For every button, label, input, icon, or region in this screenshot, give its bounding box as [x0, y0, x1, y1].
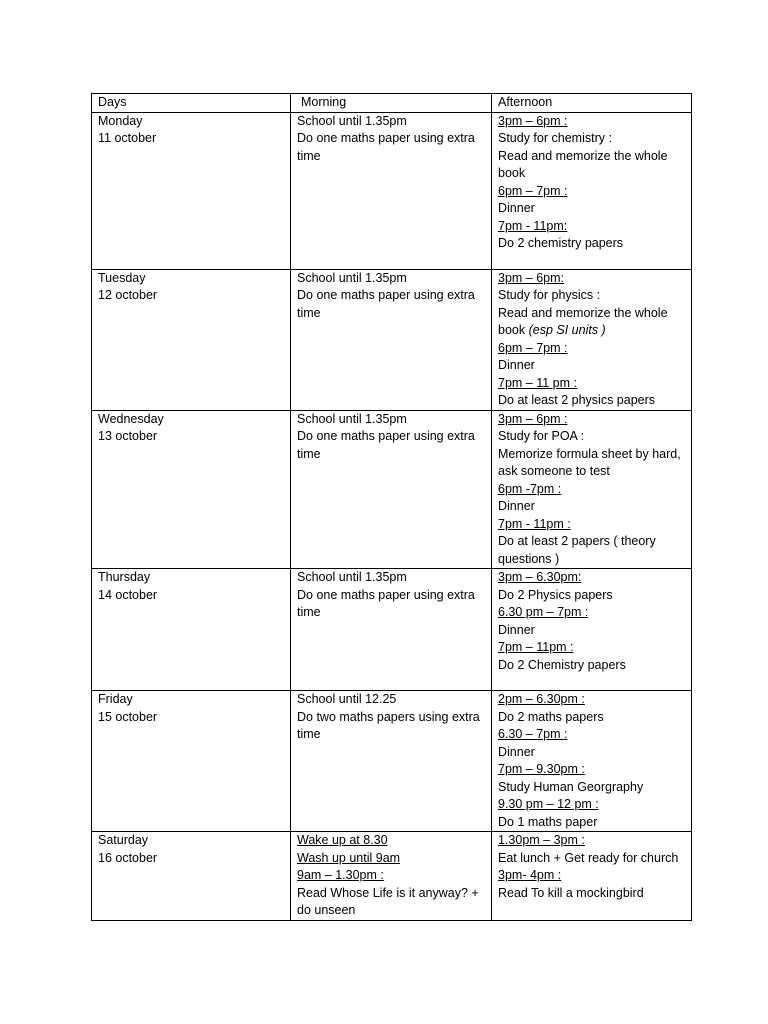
time-slot: 3pm – 6pm : [498, 113, 568, 128]
day-name: Tuesday [98, 270, 146, 285]
header-days: Days [92, 94, 291, 113]
day-cell [92, 269, 291, 410]
activity: Dinner [498, 622, 535, 637]
activity: Read To kill a mockingbird [498, 885, 644, 900]
afternoon-cell [492, 112, 692, 269]
activity: Dinner [498, 744, 535, 759]
study-schedule-table [91, 93, 692, 921]
time-slot: 7pm - 11pm: [498, 218, 568, 233]
activity: Eat lunch + Get ready for church [498, 850, 679, 865]
time-slot: Wake up at 8.30 [297, 833, 388, 847]
afternoon-cell [492, 691, 692, 832]
activity-with-note [498, 305, 691, 340]
time-slot: 7pm – 11 pm : [498, 375, 577, 390]
morning-cell [291, 410, 492, 569]
time-slot: 6.30 pm – 7pm : [498, 605, 589, 619]
day-date: 12 october [98, 288, 158, 302]
time-slot: Wash up until 9am [297, 850, 401, 865]
time-slot: 2pm – 6.30pm : [498, 692, 585, 706]
activity: Study Human Georgraphy [498, 779, 644, 794]
activity-text: Read and memorize the whole book [498, 305, 668, 337]
afternoon-cell [492, 569, 692, 691]
day-date: 16 october [98, 850, 158, 865]
afternoon-cell [492, 832, 692, 921]
header-morning: Morning [291, 94, 492, 113]
morning-cell [291, 691, 492, 832]
day-name: Saturday [98, 833, 149, 847]
day-date: 13 october [98, 429, 158, 443]
activity: Read Whose Life is it anyway? + do unseen [297, 885, 479, 917]
day-date: 15 october [98, 709, 158, 724]
time-slot: 3pm – 6.30pm: [498, 570, 582, 584]
activity: Do at least 2 physics papers [498, 393, 656, 407]
activity: Dinner [498, 201, 535, 215]
day-date: 11 october [98, 131, 157, 145]
morning-line: School until 1.35pm [297, 270, 407, 285]
morning-line: School until 12.25 [297, 692, 397, 706]
morning-cell [291, 569, 492, 691]
morning-cell [291, 112, 492, 269]
time-slot: 3pm – 6pm: [498, 270, 565, 285]
morning-cell [291, 832, 492, 921]
morning-line: Do one maths paper using extra time [297, 288, 475, 320]
morning-line: Do one maths paper using extra time [297, 587, 475, 619]
day-cell [92, 112, 291, 269]
morning-line: Do one maths paper using extra time [297, 131, 475, 163]
activity: Do 2 Chemistry papers [498, 657, 626, 672]
table-row [92, 691, 692, 832]
time-slot: 7pm – 9.30pm : [498, 762, 585, 776]
time-slot: 6.30 – 7pm : [498, 727, 568, 741]
day-name: Thursday [98, 570, 151, 584]
day-cell [92, 691, 291, 832]
activity: Memorize formula sheet by hard, ask someone to test [498, 446, 681, 478]
day-cell [92, 569, 291, 691]
table-row [92, 410, 692, 569]
day-name: Wednesday [98, 411, 164, 426]
time-slot: 6pm – 7pm : [498, 340, 568, 355]
activity: Do 1 maths paper [498, 814, 598, 829]
day-cell [92, 410, 291, 569]
time-slot: 9.30 pm – 12 pm : [498, 797, 599, 811]
morning-line: School until 1.35pm [297, 113, 407, 128]
table-row [92, 569, 692, 691]
time-slot: 7pm – 11pm : [498, 640, 574, 654]
activity: Dinner [498, 358, 535, 372]
afternoon-cell [492, 269, 692, 410]
activity: Do 2 chemistry papers [498, 236, 624, 250]
day-cell [92, 832, 291, 921]
day-name: Friday [98, 692, 133, 706]
header-afternoon: Afternoon [492, 94, 692, 113]
morning-cell [291, 269, 492, 410]
table-row [92, 269, 692, 410]
activity: Study for physics : [498, 288, 601, 302]
day-name: Monday [98, 113, 143, 128]
activity: Do 2 Physics papers [498, 587, 613, 602]
activity: Study for POA : [498, 429, 585, 443]
time-slot: 7pm - 11pm : [498, 516, 571, 531]
afternoon-cell [492, 410, 692, 569]
time-slot: 3pm – 6pm : [498, 411, 568, 426]
header-row [92, 94, 692, 113]
time-slot: 6pm -7pm : [498, 481, 562, 496]
morning-line: Do one maths paper using extra time [297, 429, 475, 461]
table-row [92, 112, 692, 269]
time-slot: 1.30pm – 3pm : [498, 833, 585, 847]
activity: Read and memorize the whole book [498, 148, 668, 180]
time-slot: 3pm- 4pm : [498, 868, 562, 882]
morning-line: Do two maths papers using extra time [297, 709, 480, 741]
table-row [92, 832, 692, 921]
activity: Dinner [498, 499, 535, 513]
morning-line: School until 1.35pm [297, 570, 407, 584]
day-date: 14 october [98, 587, 158, 602]
activity-note: (esp SI units ) [528, 323, 606, 337]
time-slot: 6pm – 7pm : [498, 183, 568, 198]
activity: Do 2 maths papers [498, 709, 604, 724]
morning-line: School until 1.35pm [297, 411, 407, 426]
activity: Do at least 2 papers ( theory questions ) [498, 534, 656, 566]
activity: Study for chemistry : [498, 131, 612, 145]
time-slot: 9am – 1.30pm : [297, 868, 384, 882]
